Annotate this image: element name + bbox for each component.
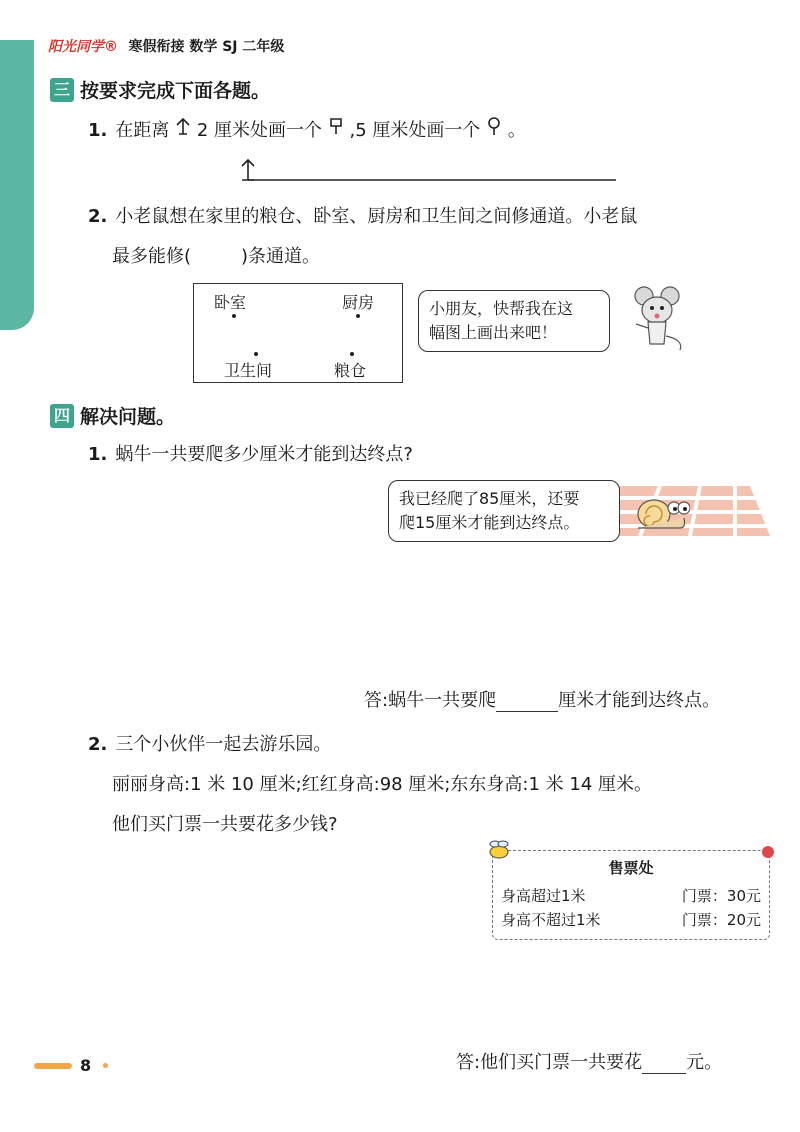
footer-accent-bar — [34, 1063, 72, 1069]
ticket-office-sign — [492, 850, 770, 940]
question-text: )条通道。 — [241, 246, 321, 267]
question-3-2-line2 — [112, 242, 320, 268]
bubble-line: 爬15厘米才能到达终点。 — [399, 513, 580, 532]
question-number: 1. — [88, 444, 108, 465]
answer-4-1 — [364, 686, 720, 712]
question-text: 丽丽身高:1 米 10 厘米;红红身高:98 厘米;东东身高:1 米 14 厘米。 — [112, 774, 652, 795]
pin-marker-icon — [486, 116, 502, 136]
ticket-title: 售票处 — [608, 859, 654, 877]
question-4-2 — [88, 730, 331, 756]
ticket-row-2-price: 门票：20元 — [681, 911, 761, 929]
brand-logo: 阳光同学® — [48, 39, 118, 55]
mouse-speech-bubble — [418, 290, 610, 352]
question-number: 2. — [88, 206, 108, 227]
page-number: 8 — [80, 1056, 92, 1075]
house-marker-icon — [175, 116, 191, 136]
question-text: 在距离 — [115, 120, 170, 141]
question-text: 三个小伙伴一起去游乐园。 — [115, 734, 332, 755]
question-text: ,5 厘米处画一个 — [349, 120, 481, 141]
question-3-1 — [88, 116, 526, 142]
ticket-row-1-label: 身高超过1米 — [501, 887, 586, 905]
bubble-line: 小朋友，快帮我在这 — [429, 299, 574, 318]
snail-icon — [630, 494, 690, 534]
answer-text: 答:他们买门票一共要花 — [456, 1052, 643, 1073]
room-dot-kitchen — [356, 314, 360, 318]
snail-speech-bubble — [388, 480, 620, 542]
section-4-heading — [50, 402, 175, 429]
drawing-line[interactable] — [236, 156, 620, 186]
question-text: 他们买门票一共要花多少钱? — [112, 814, 338, 835]
ticket-row-1-price: 门票：30元 — [681, 887, 761, 905]
question-3-2 — [88, 202, 637, 228]
section-title: 按要求完成下面各题。 — [80, 80, 271, 102]
room-dot-granary — [350, 352, 354, 356]
question-text: 最多能修( — [112, 246, 192, 267]
heights-line — [112, 770, 652, 796]
page-header — [48, 36, 284, 56]
room-dot-bathroom — [254, 352, 258, 356]
mouse-icon — [624, 284, 692, 356]
ticket-row-2-label: 身高不超过1米 — [501, 911, 601, 929]
question-text: 小老鼠想在家里的粮仓、卧室、厨房和卫生间之间修通道。小老鼠 — [115, 206, 638, 227]
section-badge: 四 — [50, 404, 74, 428]
question-text: 蜗牛一共要爬多少厘米才能到达终点? — [115, 444, 413, 465]
answer-text: 答:蜗牛一共要爬 — [364, 690, 497, 711]
bubble-line: 我已经爬了85厘米，还要 — [399, 489, 580, 508]
section-3-heading — [50, 76, 270, 103]
header-subtitle: 寒假衔接 数学 SJ 二年级 — [128, 39, 285, 55]
room-label-bathroom: 卫生间 — [224, 361, 273, 380]
room-label-granary: 粮仓 — [334, 361, 367, 380]
question-text: 2 厘米处画一个 — [196, 120, 323, 141]
answer-blank[interactable] — [642, 1073, 686, 1074]
answer-text: 元。 — [686, 1052, 723, 1073]
section-badge: 三 — [50, 78, 74, 102]
side-tab — [0, 40, 34, 330]
section-title: 解决问题。 — [80, 406, 176, 428]
bubble-line: 幅图上画出来吧！ — [429, 323, 558, 342]
room-label-kitchen: 厨房 — [342, 293, 375, 312]
answer-4-2 — [456, 1048, 722, 1074]
question-line — [112, 810, 338, 836]
flag-marker-icon — [328, 116, 344, 136]
footer-accent-dot — [103, 1063, 108, 1068]
answer-blank[interactable] — [496, 711, 558, 712]
question-text: 。 — [507, 120, 526, 141]
question-number: 2. — [88, 734, 108, 755]
room-dot-bedroom — [232, 314, 236, 318]
answer-text: 厘米才能到达终点。 — [558, 690, 721, 711]
room-map[interactable] — [193, 283, 403, 383]
question-4-1 — [88, 440, 413, 466]
room-label-bedroom: 卧室 — [214, 293, 247, 312]
question-number: 1. — [88, 120, 108, 141]
